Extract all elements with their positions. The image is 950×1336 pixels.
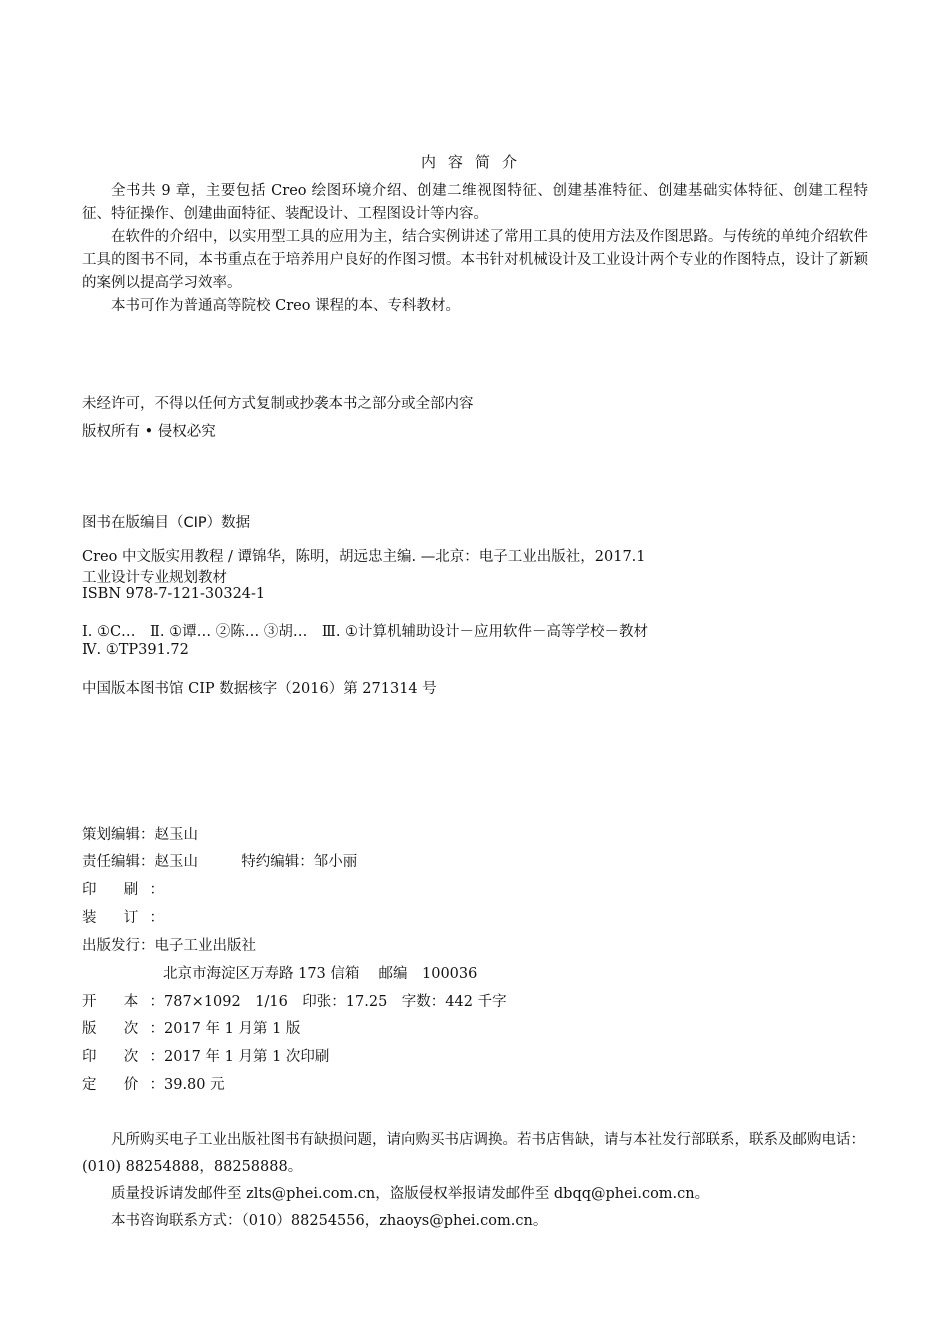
copyright-notice: 未经许可，不得以任何方式复制或抄袭本书之部分或全部内容 (82, 396, 474, 412)
purchase-notice (82, 1127, 868, 1235)
credit-value: 赵玉山 (154, 827, 198, 843)
intro-paragraph: 全书共 9 章，主要包括 Creo 绘图环境介绍、创建二维视图特征、创建基准特征、创建基础实体特征、创建工程特征、特征操作、创建曲面特征、装配设计、工程图设计等内容。 (82, 183, 868, 222)
cip-classification-line-2: Ⅳ. ①TP391.72 (82, 642, 189, 658)
credit-value: 2017 年 1 月第 1 次印刷 (164, 1049, 330, 1065)
credit-label: 责任编辑： (82, 854, 155, 870)
notice-paragraph: 本书咨询联系方式：（010）88254556，zhaoys@phei.com.cn。 (111, 1213, 548, 1229)
cip-heading: 图书在版编目（CIP）数据 (82, 515, 251, 531)
credit-edition (82, 1017, 300, 1038)
credit-label: 印 刷： (82, 882, 164, 898)
credit-impression (82, 1045, 329, 1066)
notice-paragraph: 凡所购买电子工业出版社图书有缺损问题，请向购买书店调换。若书店售缺，请与本社发行部联系，联系及邮购电话：(010) 88254888，88258888。 (82, 1132, 865, 1175)
credit-planning-editor (82, 823, 198, 844)
credit-format (82, 990, 507, 1011)
credit-label: 装 订： (82, 910, 164, 926)
cip-series-line: 工业设计专业规划教材 (82, 570, 227, 586)
credit-label: 定 价： (82, 1077, 164, 1093)
notice-paragraph: 质量投诉请发邮件至 zlts@phei.com.cn，盗版侵权举报请发邮件至 dbqq@phei.com.cn。 (111, 1186, 710, 1202)
credit-label: 版 次： (82, 1021, 164, 1037)
credit-label: 开 本： (82, 994, 164, 1010)
cip-isbn-line: ISBN 978-7-121-30324-1 (82, 586, 266, 602)
cip-record-number: 中国版本图书馆 CIP 数据核字（2016）第 271314 号 (82, 681, 437, 697)
credit-label: 特约编辑： (241, 854, 314, 870)
credit-label: 出版发行： (82, 938, 155, 954)
credit-binding (82, 906, 164, 927)
cip-classification-line: Ⅰ. ①C… Ⅱ. ①谭… ②陈… ③胡… Ⅲ. ①计算机辅助设计－应用软件－高等学校－教材 (82, 624, 649, 640)
cip-title-line: Creo 中文版实用教程 / 谭锦华，陈明，胡远忠主编. —北京：电子工业出版社，2017.1 (82, 549, 646, 565)
credit-print (82, 878, 164, 899)
copyright-reserved: 版权所有 • 侵权必究 (82, 424, 216, 440)
intro-title: 内容简介 (420, 153, 529, 171)
credit-responsible-editor (82, 850, 357, 871)
intro-body (82, 180, 868, 318)
credit-label: 策划编辑： (82, 827, 155, 843)
credit-value: 787×1092 1/16 印张：17.25 字数：442 千字 (164, 994, 507, 1010)
credit-value: 39.80 元 (164, 1077, 225, 1093)
credit-value: 电子工业出版社 (154, 938, 256, 954)
credit-value: 邹小丽 (313, 854, 358, 870)
credit-value: 2017 年 1 月第 1 版 (164, 1021, 301, 1037)
credit-publisher (82, 934, 256, 955)
credit-value: 赵玉山 (154, 854, 198, 870)
credit-address: 北京市海淀区万寿路 173 信箱 邮编 100036 (163, 966, 478, 982)
intro-paragraph: 本书可作为普通高等院校 Creo 课程的本、专科教材。 (111, 298, 461, 314)
credit-label: 印 次： (82, 1049, 164, 1065)
credit-price (82, 1073, 225, 1094)
intro-paragraph: 在软件的介绍中，以实用型工具的应用为主，结合实例讲述了常用工具的使用方法及作图思路。与传统的单纯介绍软件工具的图书不同，本书重点在于培养用户良好的作图习惯。本书针对机械设计及工业设计两个专业的作图特点，设计了新颖的案例以提高学习效率。 (82, 229, 868, 291)
